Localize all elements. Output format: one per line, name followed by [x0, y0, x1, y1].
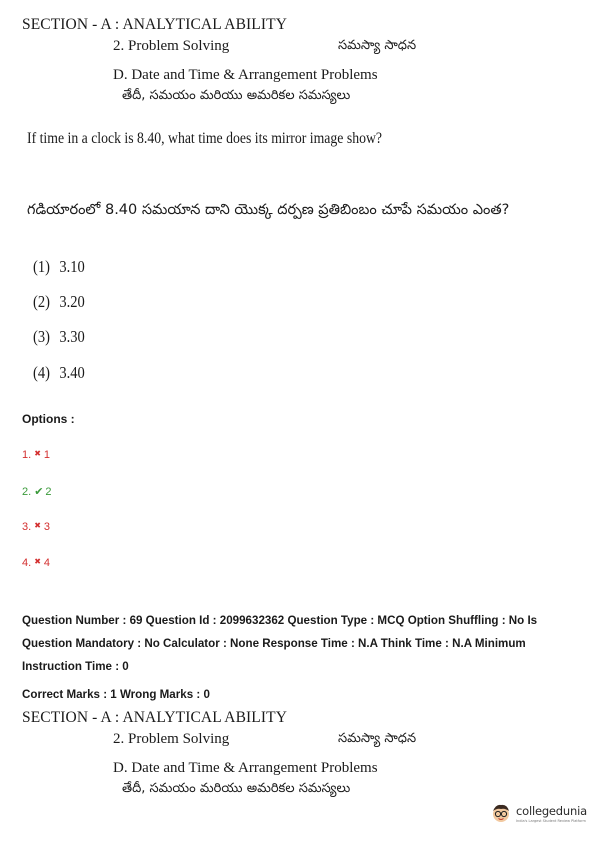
- subtopic-english: D. Date and Time & Arrangement Problems: [113, 760, 378, 776]
- answer-option-4: [22, 557, 50, 569]
- choice-1: [33, 257, 85, 277]
- question-telugu: గడియారంలో 8.40 సమయాన దాని యొక్క దర్పణ ప్రతిబింబం చూపే సమయం ఎంత?: [27, 202, 510, 218]
- topic-telugu: సమస్యా సాధన: [338, 731, 417, 746]
- choice-value: 3.30: [59, 327, 85, 346]
- cross-icon: ✖: [34, 557, 41, 566]
- answer-value: 1: [43, 449, 51, 461]
- check-icon: ✔: [34, 486, 44, 498]
- cross-icon: ✖: [34, 449, 41, 458]
- choice-value: 3.20: [59, 292, 85, 311]
- choice-number: (4): [33, 363, 50, 382]
- mascot-icon: [490, 802, 512, 824]
- choice-4: [33, 363, 85, 383]
- answer-index: 2.: [22, 486, 32, 498]
- subtopic-telugu: తేదీ, సమయం మరియు అమరికల సమస్యలు: [122, 781, 351, 796]
- cross-icon: ✖: [34, 521, 41, 530]
- brand-name: collegedunia: [516, 803, 587, 818]
- choice-value: 3.10: [59, 257, 85, 276]
- answer-index: 1.: [22, 449, 32, 461]
- topic-telugu: సమస్యా సాధన: [338, 38, 417, 53]
- choice-number: (3): [33, 327, 50, 346]
- options-label: Options :: [22, 412, 75, 426]
- section-title: SECTION - A : ANALYTICAL ABILITY: [22, 16, 287, 33]
- topic-english: 2. Problem Solving: [113, 731, 230, 747]
- subtopic-telugu: తేదీ, సమయం మరియు అమరికల సమస్యలు: [122, 88, 351, 103]
- answer-value: 4: [43, 557, 51, 569]
- answer-option-3: [22, 521, 50, 533]
- choice-2: [33, 292, 85, 312]
- brand-tagline: India's Largest Student Review Platform: [516, 818, 586, 823]
- answer-option-2: [22, 485, 52, 498]
- choice-value: 3.40: [59, 363, 85, 382]
- choice-number: (2): [33, 292, 50, 311]
- choice-number: (1): [33, 257, 50, 276]
- question-english: If time in a clock is 8.40, what time does its mirror image show?: [27, 130, 383, 147]
- answer-index: 3.: [22, 521, 32, 533]
- subtopic-english: D. Date and Time & Arrangement Problems: [113, 67, 378, 83]
- answer-value: 3: [43, 521, 51, 533]
- topic-english: 2. Problem Solving: [113, 38, 230, 54]
- choice-3: [33, 327, 85, 347]
- section-title: SECTION - A : ANALYTICAL ABILITY: [22, 709, 287, 726]
- answer-option-1: [22, 449, 50, 461]
- question-meta: Question Number : 69 Question Id : 2099632362 Question Type : MCQ Option Shuffling : No Is Question Mandatory : No Calculator : None Response Time : N.A Think Time : N.A Minimum Instruction Time : 0: [22, 614, 538, 673]
- brand-logo[interactable]: [490, 802, 587, 824]
- answer-value: 2: [45, 486, 52, 498]
- marks-info: Correct Marks : 1 Wrong Marks : 0: [22, 688, 210, 701]
- answer-index: 4.: [22, 557, 32, 569]
